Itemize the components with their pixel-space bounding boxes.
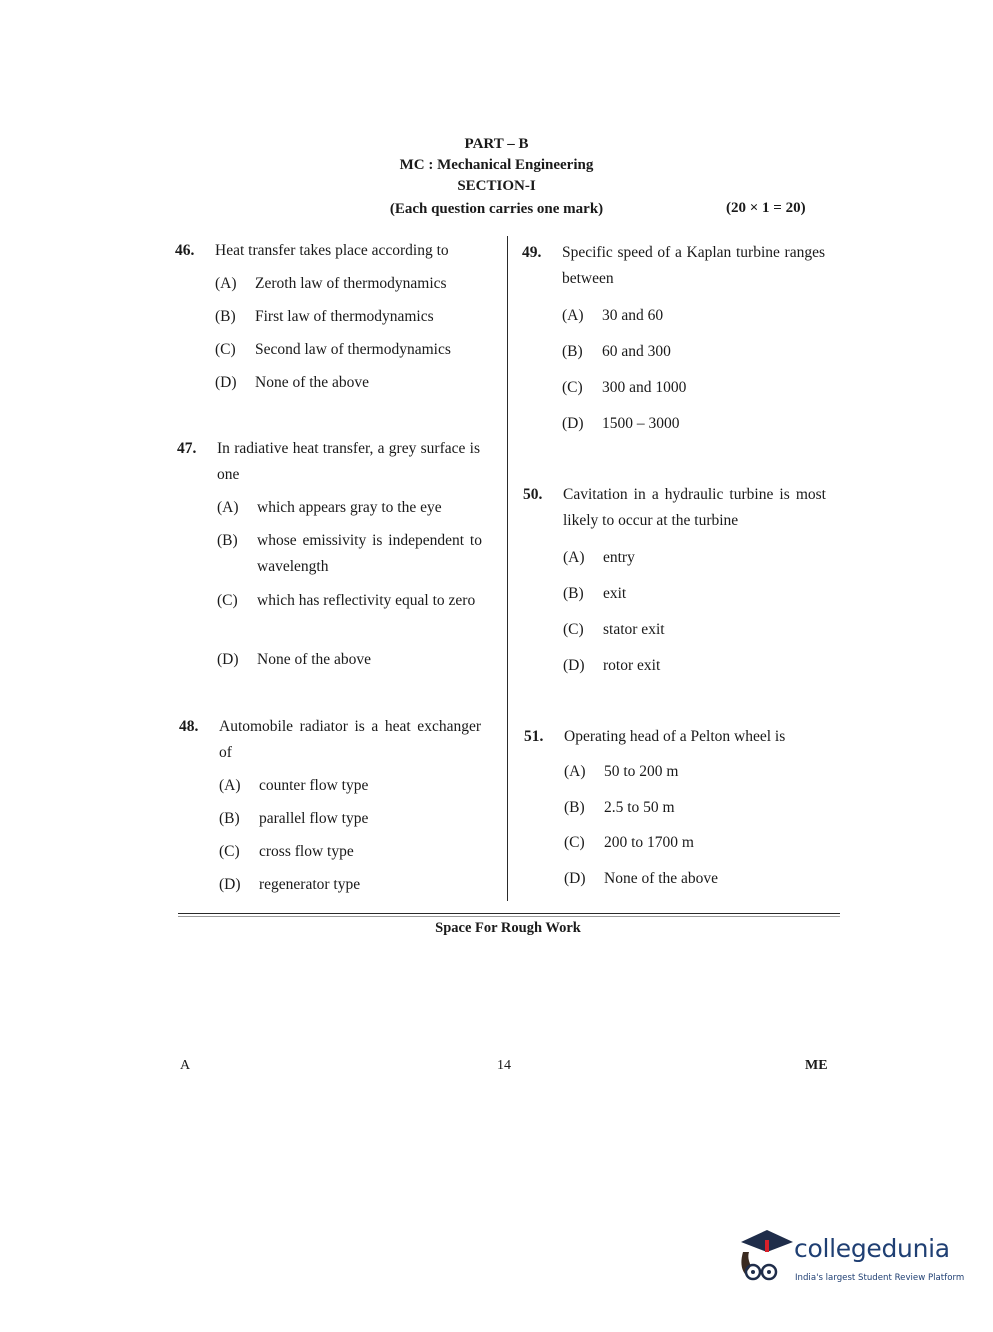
question-text: In radiative heat transfer, a grey surface is one xyxy=(217,440,480,483)
option-c: (C) 300 and 1000 xyxy=(562,379,687,396)
question-text: Cavitation in a hydraulic turbine is most likely to occur at the turbine xyxy=(563,486,826,529)
section-heading: SECTION-I xyxy=(457,178,536,194)
part-heading: PART – B xyxy=(464,136,529,152)
question-text: Heat transfer takes place according to xyxy=(215,242,449,259)
question-number: 51. xyxy=(524,728,544,745)
question-text: Operating head of a Pelton wheel is xyxy=(564,728,786,745)
option-c: (C) which has reflectivity equal to zero xyxy=(217,592,476,609)
option-a: (A) entry xyxy=(563,549,635,566)
option-a: (A) Zeroth law of thermodynamics xyxy=(215,275,447,292)
option-d: (D) None of the above xyxy=(217,651,372,668)
option-a: (A) 30 and 60 xyxy=(562,307,664,324)
option-c: (C) cross flow type xyxy=(219,843,354,860)
option-b: (B) exit xyxy=(563,585,627,602)
instruction-text: (Each question carries one mark) xyxy=(389,201,604,217)
option-c: (C) stator exit xyxy=(563,621,665,638)
footer-subject-code: ME xyxy=(805,1058,828,1073)
option-b: (B) First law of thermodynamics xyxy=(215,308,434,325)
marks-scheme: (20 × 1 = 20) xyxy=(726,200,806,216)
rough-work-divider xyxy=(178,913,840,914)
option-d: (D) 1500 – 3000 xyxy=(562,415,680,432)
footer-set-code: A xyxy=(180,1058,191,1073)
footer-page-number: 14 xyxy=(497,1058,511,1073)
question-number: 50. xyxy=(523,486,543,503)
option-b: (B) 60 and 300 xyxy=(562,343,671,360)
question-number: 49. xyxy=(522,244,542,261)
collegedunia-logo xyxy=(735,1226,965,1296)
question-number: 47. xyxy=(177,440,197,457)
question-text: Specific speed of a Kaplan turbine ranges between xyxy=(562,244,825,287)
option-d: (D) rotor exit xyxy=(563,657,661,674)
brand-name: collegedunia xyxy=(794,1234,950,1263)
option-d: (D) None of the above xyxy=(215,374,370,391)
option-d: (D) None of the above xyxy=(564,870,719,887)
question-number: 48. xyxy=(179,718,199,735)
question-number: 46. xyxy=(175,242,195,259)
brand-tagline: India's largest Student Review Platform xyxy=(795,1273,965,1283)
rough-work-divider-shadow xyxy=(178,916,840,917)
subject-heading: MC : Mechanical Engineering xyxy=(399,157,594,173)
option-d: (D) regenerator type xyxy=(219,876,361,893)
option-c: (C) 200 to 1700 m xyxy=(564,834,694,851)
option-c: (C) Second law of thermodynamics xyxy=(215,341,451,358)
option-a: (A) 50 to 200 m xyxy=(564,763,679,780)
option-b: (B) 2.5 to 50 m xyxy=(564,799,675,816)
rough-work-label: Space For Rough Work xyxy=(435,920,581,936)
option-a: (A) counter flow type xyxy=(219,777,369,794)
question-text: Automobile radiator is a heat exchanger of xyxy=(219,718,481,761)
mascot-icon xyxy=(735,1226,795,1288)
option-b: (B) parallel flow type xyxy=(219,810,369,827)
option-a: (A) which appears gray to the eye xyxy=(217,499,442,516)
column-divider xyxy=(507,236,508,901)
option-b: (B) whose emissivity is independent to wavelength xyxy=(217,532,482,575)
